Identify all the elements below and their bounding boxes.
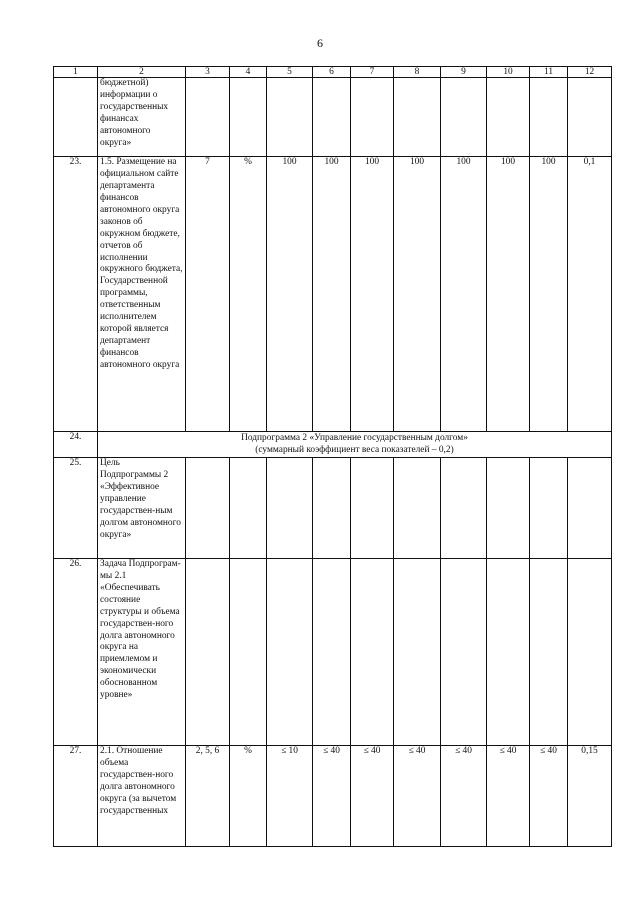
subprogram-weight: (суммарный коэффициент веса показателей – 0,2) — [255, 444, 454, 455]
row-number: 27. — [54, 745, 98, 846]
table-cell — [530, 78, 568, 157]
column-header: 3 — [186, 67, 230, 78]
table-cell — [267, 457, 313, 558]
table-cell: ≤ 10 — [267, 745, 313, 846]
table-cell — [530, 457, 568, 558]
column-header: 5 — [267, 67, 313, 78]
table-cell: ≤ 40 — [441, 745, 487, 846]
table-cell — [351, 457, 394, 558]
subprogram-title: Подпрограмма 2 «Управление государственным долгом» — [241, 433, 468, 443]
table-row — [54, 457, 612, 558]
table-cell: 100 — [394, 157, 441, 432]
table-cell: 0,1 — [568, 157, 612, 432]
indicator-name: Цель Подпрограммы 2 «Эффективное управление государствен-ным долгом автономного округа» — [98, 457, 186, 558]
table-cell: % — [230, 157, 267, 432]
column-header: 12 — [568, 67, 612, 78]
table-cell — [313, 558, 351, 745]
table-cell — [487, 457, 530, 558]
table-cell — [394, 78, 441, 157]
header-row — [54, 67, 612, 78]
table-cell: 100 — [313, 157, 351, 432]
column-header: 9 — [441, 67, 487, 78]
column-header: 1 — [54, 67, 98, 78]
table-cell — [267, 78, 313, 157]
table-cell — [230, 457, 267, 558]
row-number: 26. — [54, 558, 98, 745]
table-cell: 2, 5, 6 — [186, 745, 230, 846]
table-cell — [568, 558, 612, 745]
indicator-name: 2.1. Отношение объема государствен-ного долга автономного округа (за вычетом государственных — [98, 745, 186, 846]
table-row — [54, 157, 612, 432]
row-number — [54, 78, 98, 157]
column-header: 7 — [351, 67, 394, 78]
table-cell: ≤ 40 — [530, 745, 568, 846]
table-cell — [186, 558, 230, 745]
indicator-name: бюджетной) информации о государственных финансах автономного округа» — [98, 78, 186, 157]
table-cell — [487, 78, 530, 157]
indicators-table — [53, 66, 612, 847]
table-cell — [394, 558, 441, 745]
table-cell: ≤ 40 — [487, 745, 530, 846]
table-cell — [313, 457, 351, 558]
column-header: 11 — [530, 67, 568, 78]
column-header: 4 — [230, 67, 267, 78]
table-cell — [568, 78, 612, 157]
table-cell — [186, 78, 230, 157]
table-row — [54, 558, 612, 745]
table-cell — [351, 558, 394, 745]
table-cell: ≤ 40 — [351, 745, 394, 846]
table-cell — [186, 457, 230, 558]
table-row — [54, 745, 612, 846]
indicator-name: Задача Подпрограм-мы 2.1 «Обеспечивать состояние структуры и объема государствен-ного долга автономного округа на приемлемом и экономически обоснованном уровне» — [98, 558, 186, 745]
table-cell — [230, 78, 267, 157]
table-cell — [487, 558, 530, 745]
table-cell — [267, 558, 313, 745]
table-cell: 100 — [487, 157, 530, 432]
table-cell: 0,15 — [568, 745, 612, 846]
table-row — [54, 432, 612, 458]
table-cell — [441, 457, 487, 558]
row-number: 25. — [54, 457, 98, 558]
column-header: 8 — [394, 67, 441, 78]
table-cell — [313, 78, 351, 157]
subprogram-heading — [98, 432, 612, 458]
table-cell — [530, 558, 568, 745]
table-cell — [441, 558, 487, 745]
table-cell: ≤ 40 — [394, 745, 441, 846]
column-header: 6 — [313, 67, 351, 78]
indicator-name: 1.5. Размещение на официальном сайте департамента финансов автономного округа законов об окружном бюджете, отчетов об исполнении окружного бюджета, Государственной программы, ответственным исполнителем которой является департамент финансов автономного округа — [98, 157, 186, 432]
row-number: 24. — [54, 432, 98, 458]
table-cell: ≤ 40 — [313, 745, 351, 846]
table-cell: % — [230, 745, 267, 846]
table-cell — [441, 78, 487, 157]
column-header: 2 — [98, 67, 186, 78]
table-cell: 100 — [351, 157, 394, 432]
table-cell — [351, 78, 394, 157]
table-row — [54, 78, 612, 157]
row-number: 23. — [54, 157, 98, 432]
table-cell: 100 — [530, 157, 568, 432]
column-header: 10 — [487, 67, 530, 78]
table-cell — [230, 558, 267, 745]
table-cell — [568, 457, 612, 558]
table-cell: 100 — [441, 157, 487, 432]
page-number: 6 — [317, 36, 323, 50]
table-cell: 100 — [267, 157, 313, 432]
table-cell: 7 — [186, 157, 230, 432]
table-cell — [394, 457, 441, 558]
